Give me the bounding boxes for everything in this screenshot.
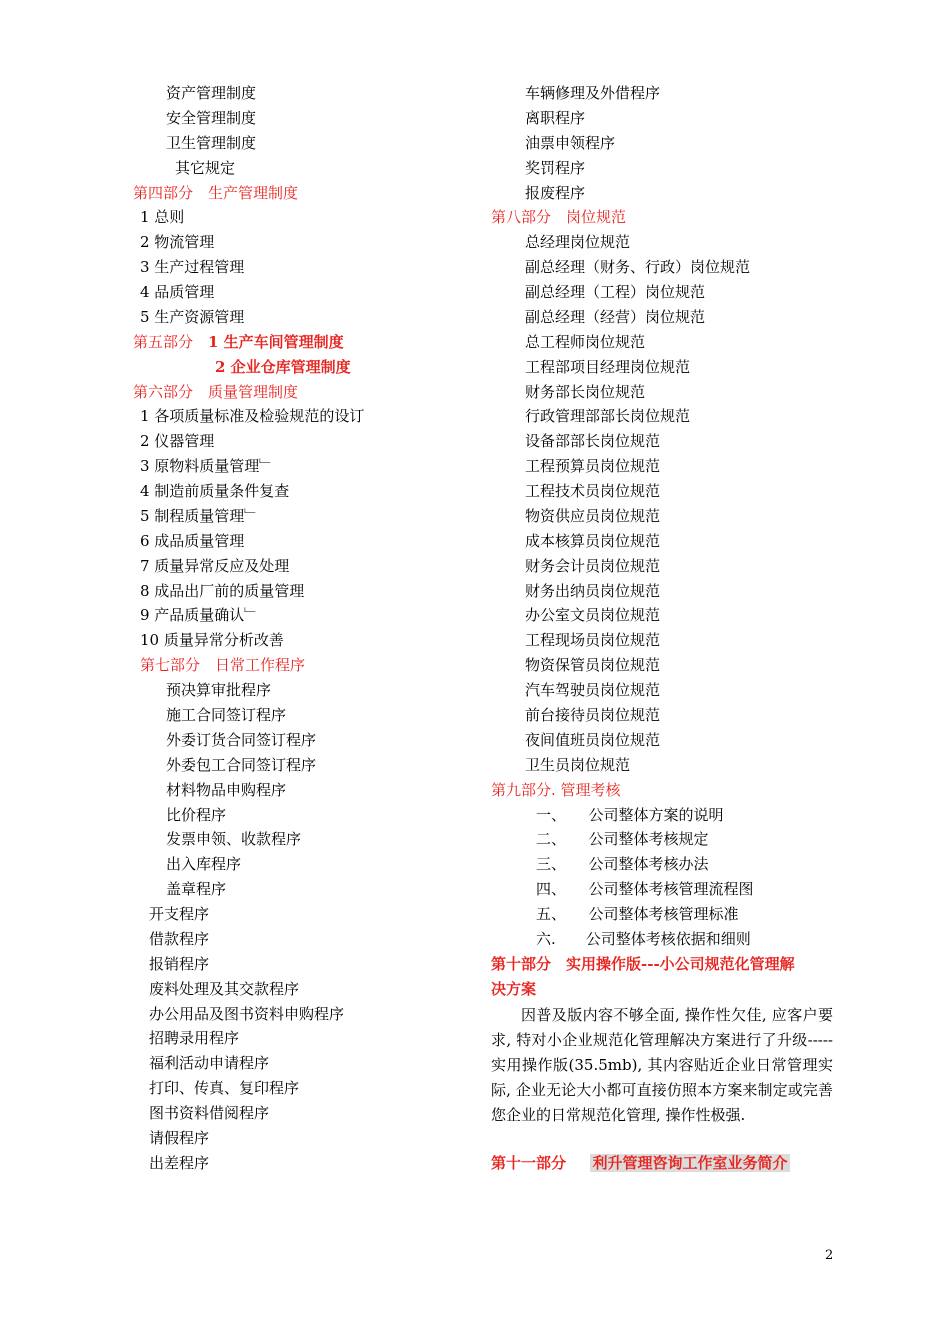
left-column-item-text: 报销程序: [149, 954, 210, 973]
left-column-item-text: 发票申领、收款程序: [166, 830, 302, 849]
right-column-item: [525, 232, 630, 252]
left-column-item: [166, 730, 316, 750]
left-column-item-text: 2 物流管理: [140, 233, 215, 252]
left-column-item: [149, 1004, 344, 1024]
right-column-item-text: 三、 公司整体考核办法: [536, 855, 709, 874]
left-column-item-text: 外委订货合同签订程序: [166, 730, 317, 749]
right-column-item: [525, 730, 660, 750]
left-column-item: [149, 1053, 269, 1073]
left-column-item-text: 3 生产过程管理: [140, 258, 245, 277]
left-column-item: [149, 929, 209, 949]
right-column-item-text: 离职程序: [525, 108, 586, 127]
left-column-item: [149, 1128, 209, 1148]
right-column-item-text: 物资保管员岗位规范: [525, 656, 661, 675]
right-column-item: [525, 456, 660, 476]
left-column-item: [140, 581, 304, 601]
right-column-item: [525, 282, 705, 302]
left-column-item-text: 1 各项质量标准及检验规范的设订: [140, 407, 365, 426]
right-column-item-text: 副总经理（财务、行政）岗位规范: [525, 258, 751, 277]
left-column-item: [133, 382, 298, 402]
right-column-item-text: 财务会计员岗位规范: [525, 556, 661, 575]
right-column-item: [525, 655, 660, 675]
right-column-item-text: 五、 公司整体考核管理标准: [536, 905, 739, 924]
right-column-item: [536, 829, 709, 849]
right-column-item: [525, 83, 660, 103]
right-column-item: [491, 780, 621, 800]
right-column-item: [525, 755, 630, 775]
right-column-item-text: 财务出纳员岗位规范: [525, 581, 661, 600]
part11-heading: [491, 1153, 790, 1173]
left-column-item-text: 资产管理制度: [166, 84, 257, 102]
left-column-item: [140, 605, 259, 625]
right-column-item-text: 总经理岗位规范: [525, 233, 631, 252]
left-column-item-text: 4 制造前质量条件复查: [140, 482, 290, 501]
left-column-item-text: 招聘录用程序: [149, 1029, 240, 1048]
left-column-item: [149, 1078, 299, 1098]
right-column-item-text: 四、 公司整体考核管理流程图: [536, 880, 754, 899]
right-column-item-text: 夜间值班员岗位规范: [525, 730, 661, 749]
right-column-item: [536, 904, 739, 924]
left-column-item: [140, 282, 214, 302]
left-column-item-text: 办公用品及图书资料申购程序: [149, 1004, 345, 1023]
left-column-item-text: 第四部分 生产管理制度: [133, 183, 299, 202]
right-column-item-text: 物资供应员岗位规范: [525, 506, 661, 525]
left-column-item-text: 福利活动申请程序: [149, 1054, 270, 1073]
left-column-item-text: 8 成品出厂前的质量管理: [140, 581, 305, 600]
part10-paragraph: 因普及版内容不够全面, 操作性欠佳, 应客户要求, 特对小企业规范化管理解决方案进行了升级-----实用操作版(35.5mb), 其内容贴近企业日常管理实际, 企业无论大小都可直接仿照本方案来制定或完善您企业的日常规范化管理, 操作性极强.: [491, 1006, 833, 1124]
left-column-item-text: 第五部分: [133, 332, 209, 351]
right-column-item: [525, 158, 585, 178]
left-column-item-text: 开支程序: [149, 905, 210, 924]
right-column-item: [525, 680, 660, 700]
left-column-item: [140, 531, 244, 551]
left-column-item-text: 5 制程质量管理﹂: [140, 506, 260, 525]
left-column-item-text: 2 仪器管理: [140, 432, 215, 451]
left-column-item: [166, 755, 316, 775]
right-column-item-text: 奖罚程序: [525, 158, 586, 177]
left-column-item-text: 打印、传真、复印程序: [149, 1079, 300, 1098]
left-column-item-text: 比价程序: [166, 805, 227, 824]
right-column-item: [525, 630, 660, 650]
right-column-item: [525, 581, 660, 601]
left-column-item-bold-text: 1 生产车间管理制度: [208, 332, 344, 351]
right-column-item-text: 工程部项目经理岗位规范: [525, 357, 691, 376]
right-column-item: [536, 854, 709, 874]
left-column-item-text: 第六部分 质量管理制度: [133, 382, 299, 401]
left-column-item: [140, 630, 284, 650]
part10-heading-line1: 第十部分 实用操作版---小公司规范化管理解: [491, 955, 795, 973]
left-column-item: [140, 406, 364, 426]
left-column-item: [133, 332, 344, 352]
left-column-item-text: 图书资料借阅程序: [149, 1104, 270, 1123]
left-column-item-text: 材料物品申购程序: [166, 780, 287, 799]
left-column-item-text: 请假程序: [149, 1128, 210, 1147]
right-column-item-text: 油票申领程序: [525, 133, 616, 152]
right-column-item-text: 办公室文员岗位规范: [525, 606, 661, 625]
left-column-item-text: 9 产品质量确认﹂: [140, 606, 260, 625]
left-column-item-text: 其它规定: [175, 158, 236, 177]
left-column-item: [140, 556, 289, 576]
left-column-item: [166, 879, 226, 899]
right-column-item: [525, 382, 645, 402]
left-column-item: [215, 357, 351, 377]
right-column-item-text: 二、 公司整体考核规定: [536, 830, 709, 849]
left-column-item: [166, 805, 226, 825]
right-column-item: [525, 332, 645, 352]
left-column-item-text: 4 品质管理: [140, 283, 215, 302]
left-column-item: [166, 680, 271, 700]
right-column-item: [525, 406, 690, 426]
left-column-item-text: 第七部分 日常工作程序: [140, 656, 306, 675]
left-column-item-text: 出入库程序: [166, 855, 242, 874]
left-column-item: [149, 1153, 209, 1173]
right-column-item: [525, 506, 660, 526]
page-number: 2: [825, 1248, 834, 1263]
right-column-item-text: 工程技术员岗位规范: [525, 482, 661, 501]
left-column-item: [149, 904, 209, 924]
left-column-item: [166, 133, 256, 153]
right-column-item-text: 一、 公司整体方案的说明: [536, 805, 724, 824]
right-column-item: [525, 605, 660, 625]
left-column-item-text: 废料处理及其交款程序: [149, 979, 300, 998]
left-column-item: [140, 232, 214, 252]
left-column-item-text: 10 质量异常分析改善: [140, 631, 284, 650]
right-column-item: [525, 257, 750, 277]
left-column-item: [140, 431, 214, 451]
left-column-item: [166, 705, 286, 725]
left-column-item-text: 3 原物料质量管理﹂: [140, 457, 275, 476]
left-column-item-text: 卫生管理制度: [166, 133, 257, 152]
left-column-item: [149, 979, 299, 999]
left-column-item-text: 出差程序: [149, 1153, 210, 1172]
left-column-item: [149, 1103, 269, 1123]
left-column-item: [133, 183, 298, 203]
right-column-item-text: 设备部部长岗位规范: [525, 432, 661, 451]
left-column-item: [140, 655, 305, 675]
right-column-item: [536, 929, 751, 949]
right-column-item: [525, 183, 585, 203]
left-column-item: [166, 829, 301, 849]
left-column-item-text: 5 生产资源管理: [140, 307, 245, 326]
left-column-item: [140, 207, 184, 227]
right-column-item-text: 六. 公司整体考核依据和细则: [536, 929, 751, 948]
right-column-item-text: 报废程序: [525, 183, 586, 202]
right-column-item-text: 财务部长岗位规范: [525, 382, 646, 401]
left-column-item: [166, 108, 256, 128]
right-column-item-text: 汽车驾驶员岗位规范: [525, 681, 661, 700]
left-column-item: [166, 780, 286, 800]
left-column-item: [175, 158, 235, 178]
right-column-item-text: 行政管理部部长岗位规范: [525, 407, 691, 426]
left-column-item: [149, 1028, 239, 1048]
right-column-item-text: 工程现场员岗位规范: [525, 631, 661, 650]
right-column-item: [525, 108, 585, 128]
part10-heading-line2: 决方案: [491, 980, 537, 998]
left-column-item: [140, 481, 289, 501]
right-column-item: [525, 307, 705, 327]
right-column-item-text: 卫生员岗位规范: [525, 755, 631, 774]
right-column-item-text: 工程预算员岗位规范: [525, 457, 661, 476]
part11-label: 第十一部分: [491, 1154, 567, 1172]
left-column-item-text: 安全管理制度: [166, 108, 257, 127]
right-column-item-text: 成本核算员岗位规范: [525, 531, 661, 550]
left-column-item-text: 1 总则: [140, 208, 185, 227]
right-column-item-text: 第八部分 岗位规范: [491, 208, 627, 227]
left-column-item: [166, 83, 256, 103]
right-column-item: [525, 556, 660, 576]
left-column-item: [140, 506, 259, 526]
right-column-item: [525, 531, 660, 551]
left-column-item-text: 外委包工合同签订程序: [166, 755, 317, 774]
right-column-item: [536, 879, 754, 899]
right-column-item: [536, 805, 724, 825]
right-column-item-text: 副总经理（工程）岗位规范: [525, 283, 706, 302]
right-column-item-text: 前台接待员岗位规范: [525, 706, 661, 724]
right-column-item-text: 副总经理（经营）岗位规范: [525, 307, 706, 326]
left-column-item-text: 预决算审批程序: [166, 681, 272, 700]
right-column-item-text: 总工程师岗位规范: [525, 332, 646, 351]
left-column-item-text: 盖章程序: [166, 880, 227, 899]
right-column-item: [525, 431, 660, 451]
left-column-item-text: 7 质量异常反应及处理: [140, 556, 290, 575]
left-column-item: [149, 954, 209, 974]
right-column-item: [525, 705, 660, 725]
left-column-item-text: 施工合同签订程序: [166, 706, 287, 724]
left-column-item-text: 借款程序: [149, 929, 210, 948]
left-column-item: [140, 307, 244, 327]
right-column-item: [525, 481, 660, 501]
right-column-item-text: 第九部分. 管理考核: [491, 780, 621, 799]
left-column-item-text: 6 成品质量管理: [140, 531, 245, 550]
right-column-item-text: 车辆修理及外借程序: [525, 84, 661, 102]
right-column-item: [525, 133, 615, 153]
part11-highlight: 利升管理咨询工作室业务简介: [592, 1154, 788, 1172]
right-column-item: [525, 357, 690, 377]
right-column-item: [491, 207, 626, 227]
left-column-item: [140, 257, 244, 277]
left-column-item-text: 2 企业仓库管理制度: [215, 357, 351, 376]
left-column-item: [140, 456, 274, 476]
left-column-item: [166, 854, 241, 874]
